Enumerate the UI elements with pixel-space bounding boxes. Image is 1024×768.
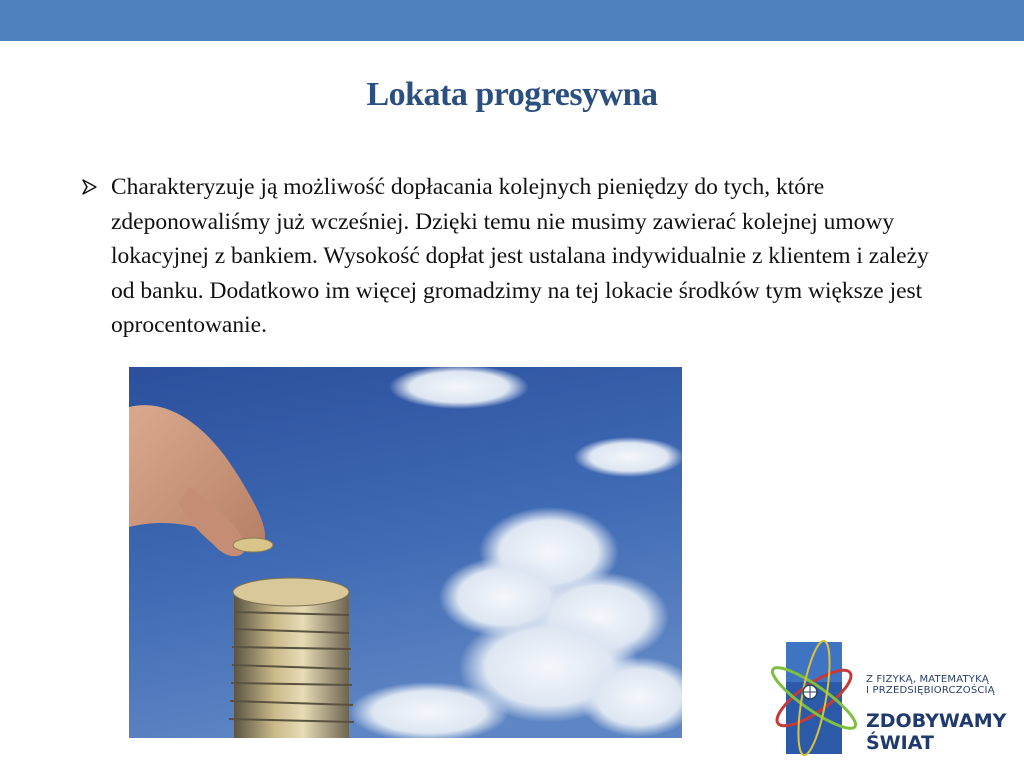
- coins-stack-photo: [129, 367, 682, 738]
- logo-line-3: ZDOBYWAMY: [866, 710, 1007, 732]
- arrowhead-bullet-icon: [80, 178, 98, 196]
- logo-line-1: Z FIZYKĄ, MATEMATYKĄ: [866, 674, 989, 685]
- bullet-item: [80, 170, 960, 343]
- project-logo: [768, 622, 1024, 768]
- logo-line-2: I PRZEDSIĘBIORCZOŚCIĄ: [866, 685, 995, 696]
- atom-logo-icon: [768, 622, 866, 768]
- coin-stack: [229, 578, 354, 738]
- logo-line-4: ŚWIAT: [866, 732, 934, 754]
- bullet-text: Charakteryzuje ją możliwość dopłacania kolejnych pieniędzy do tych, które zdeponowaliśmy już wcześniej. Dzięki temu nie musimy zawierać kolejnej umowy lokacyjnej z bankiem. Wysokość dopłat jest ustalana indywidualnie z klientem i zależy od banku. Dodatkowo im więcej gromadzimy na tej lokacie środków tym większe jest oprocentowanie.: [111, 174, 929, 338]
- coins-photo-illustration: [129, 367, 682, 738]
- slide-title: Lokata progresywna: [366, 76, 658, 113]
- top-accent-bar: [0, 0, 1024, 41]
